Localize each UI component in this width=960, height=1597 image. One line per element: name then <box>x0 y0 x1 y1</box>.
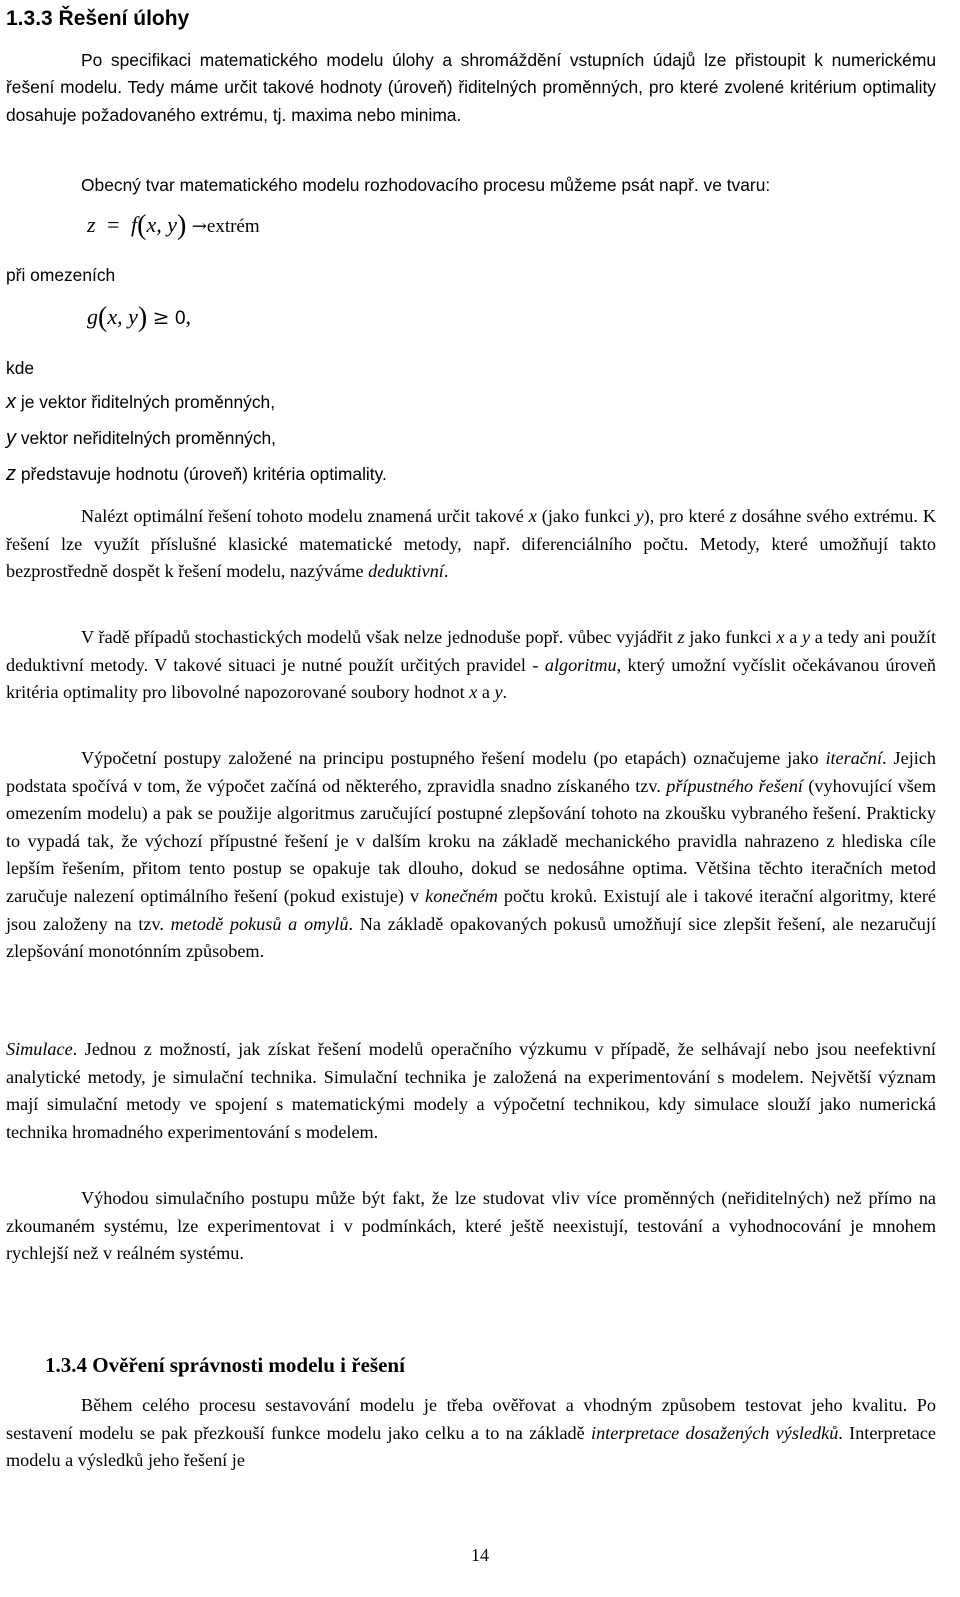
objective-equation: z = f(x, y) →extrém <box>87 210 260 241</box>
definition-z: z představuje hodnotu (úroveň) kritéria optimality. <box>6 463 387 485</box>
definition-x: x je vektor řiditelných proměnných, <box>6 391 276 413</box>
section-heading-reseni-ulohy: 1.3.3 Řešení úlohy <box>6 7 190 30</box>
constraint-equation: g(x, y) ≥ 0, <box>87 302 192 333</box>
intro-paragraph: Po specifikaci matematického modelu úlohy a shromáždění vstupních údajů lze přistoupit k numerickému řešení modelu. Tedy máme určit takové hodnoty (úroveň) řiditelných proměnných, pro které zvolené kritérium optimality dosahuje požadovaného extrému, tj. maxima nebo minima. <box>6 50 936 125</box>
section-heading-overeni: 1.3.4 Ověření správnosti modelu i řešení <box>45 1353 405 1377</box>
paragraph-algorithm: V řadě případů stochastických modelů však nelze jednoduše popř. vůbec vyjádřit z jako funkci x a y a tedy ani použít deduktivní metody. V takové situaci je nutné použít určitých pravidel - algoritmu, který umožní vyčíslit očekávanou úroveň kritéria optimality pro libovolné napozorované soubory hodnot x a y. <box>6 627 936 703</box>
general-form-sentence: Obecný tvar matematického modelu rozhodovacího procesu můžeme psát např. ve tvaru: <box>81 175 771 195</box>
page-number: 14 <box>471 1545 489 1565</box>
kde-label: kde <box>6 358 35 378</box>
paragraph-deductive: Nalézt optimální řešení tohoto modelu znamená určit takové x (jako funkci y), pro které z dosáhne svého extrému. K řešení lze využít příslušné klasické matematické metody, např. diferenciálního počtu. Metody, které umožňují takto bezprostředně dospět k řešení modelu, nazýváme deduktivní. <box>6 506 936 582</box>
paragraph-simulation: Simulace. Jednou z možností, jak získat řešení modelů operačního výzkumu v případě, že selhávají nebo jsou neefektivní analytické metody, je simulační technika. Simulační technika je založená na experimentování s modelem. Největší význam mají simulační metody ve spojení s matematickými modely a výpočetní technikou, kdy simulace slouží jako numerická technika hromadného experimentování s modelem. <box>6 1039 936 1142</box>
paragraph-verification: Během celého procesu sestavování modelu je třeba ověřovat a vhodným způsobem testovat jeho kvalitu. Po sestavení modelu se pak přezkouší funkce modelu jako celku a to na základě interpretace dosažených výsledků. Interpretace modelu a výsledků jeho řešení je <box>6 1395 936 1471</box>
definition-y: y vektor neřiditelných proměnných, <box>6 427 277 449</box>
paragraph-simulation-advantage: Výhodou simulačního postupu může být fakt, že lze studovat vliv více proměnných (neřiditelných) než přímo na zkoumaném systému, lze experimentovat i v podmínkách, které ještě neexistují, testování a vyhodnocování je mnohem rychlejší než v reálném systému. <box>6 1188 936 1264</box>
paragraph-iterative: Výpočetní postupy založené na principu postupného řešení modelu (po etapách) označujeme jako iterační. Jejich podstata spočívá v tom, že výpočet začíná od některého, zpravidla snadno získaného tzv. přípustného řešení (vyhovující všem omezením modelu) a pak se použije algoritmus zaručující postupné zlepšování tohoto na zkoušku vybraného řešení. Prakticky to vypadá tak, že výchozí přípustné řešení je v dalším kroku na základě mechanického pravidla nahrazeno z hlediska cíle lepším řešením, přitom tento postup se opakuje tak dlouho, dokud se nedosáhne optima. Většina těchto iteračních metod zaručuje nalezení optimálního řešení (pokud existuje) v konečném počtu kroků. Existují ale i takové iterační algoritmy, které jsou založeny na tzv. metodě pokusů a omylů. Na základě opakovaných pokusů umožňují sice zlepšit řešení, ale nezaručují zlepšování monotónním způsobem. <box>6 748 937 962</box>
constraint-label: při omezeních <box>6 265 116 285</box>
